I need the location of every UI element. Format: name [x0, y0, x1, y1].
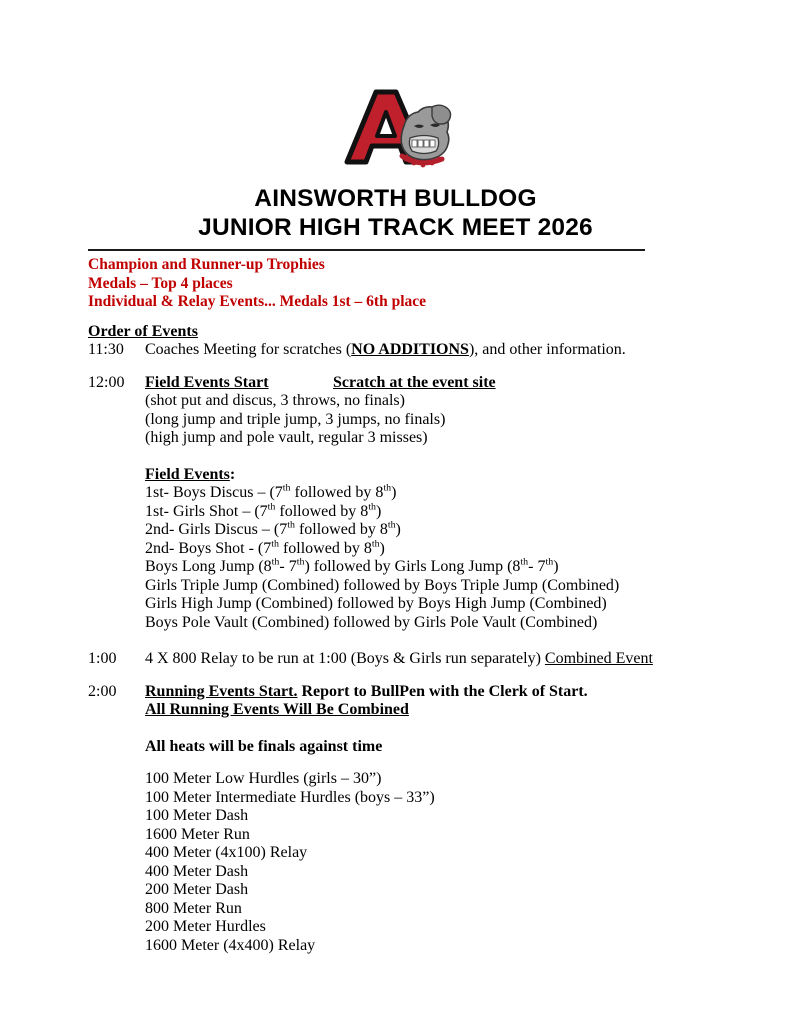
field-events-note: (shot put and discus, 3 throws, no finals): [145, 392, 405, 409]
field-event-item-mid: followed by 8: [294, 521, 388, 538]
ordinal-suffix: th: [267, 501, 276, 513]
field-events-scratch-note: Scratch at the event site: [333, 373, 496, 391]
relay-800-text: 4 X 800 Relay to be run at 1:00 (Boys & Girls run separately): [145, 650, 545, 667]
ordinal-suffix: th: [296, 556, 305, 568]
schedule-row-running-events-start: [88, 683, 748, 720]
heats-note: All heats will be finals against time: [145, 737, 383, 755]
field-events-notes: [88, 392, 748, 448]
long-jump-p4: - 7: [528, 558, 546, 575]
field-event-item-post: ): [379, 539, 385, 557]
field-event-item-pre: 1st- Girls Shot – (7: [145, 502, 268, 520]
field-event-item-post: ): [391, 484, 397, 501]
running-event-item: 400 Meter Dash: [145, 862, 249, 880]
long-jump-p3: ) followed by Girls Long Jump (8: [304, 558, 521, 575]
order-of-events-section: [88, 322, 748, 955]
coaches-meeting-emphasis: NO ADDITIONS: [351, 341, 469, 358]
running-event-item: 100 Meter Low Hurdles (girls – 30”): [145, 770, 382, 787]
field-event-item: [145, 503, 748, 522]
running-event-item: 1600 Meter (4x400) Relay: [145, 936, 316, 954]
order-of-events-heading: Order of Events: [88, 323, 198, 340]
field-event-item-post: ): [395, 521, 401, 538]
field-events-subheading-colon: :: [229, 465, 236, 483]
ordinal-suffix: th: [387, 519, 396, 531]
horizontal-rule: [88, 249, 645, 251]
field-event-item-pole-vault: Boys Pole Vault (Combined) followed by Girls Pole Vault (Combined): [145, 613, 598, 631]
long-jump-p5: ): [553, 558, 559, 575]
running-events-report-note: Report to BullPen with the Clerk of Start.: [297, 682, 588, 700]
ordinal-suffix: th: [371, 538, 380, 550]
field-events-start-time: 12:00: [88, 373, 125, 391]
field-event-item-mid: followed by 8: [278, 539, 372, 557]
field-event-item-pre: 2nd- Boys Shot - (7: [145, 539, 272, 557]
running-events-start-time: 2:00: [88, 682, 117, 700]
field-event-item: [145, 484, 748, 503]
running-events-start-label: Running Events Start.: [145, 682, 298, 700]
field-event-item-pre: 2nd- Girls Discus – (7: [145, 521, 288, 538]
coaches-meeting-text-before: Coaches Meeting for scratches (: [145, 341, 352, 358]
field-event-item-mid: followed by 8: [290, 484, 384, 501]
field-events-list-block: [88, 466, 748, 633]
logo-bulldog-head-shape: [401, 105, 450, 167]
field-events-subheading-label: Field Events: [145, 465, 230, 483]
field-events-note: (high jump and pole vault, regular 3 misses): [145, 429, 428, 446]
running-events-combined-note: All Running Events Will Be Combined: [145, 701, 409, 718]
running-event-item: 200 Meter Hurdles: [145, 918, 266, 935]
awards-medals-line: Medals – Top 4 places: [88, 274, 233, 292]
field-events-subheading: [145, 466, 748, 485]
running-event-item: 100 Meter Intermediate Hurdles (boys – 33”): [145, 788, 435, 806]
schedule-row-field-events-start: [88, 374, 748, 393]
field-events-start-label: Field Events Start: [145, 373, 269, 391]
awards-block: [88, 256, 708, 312]
field-event-item-mid: followed by 8: [275, 502, 369, 520]
ordinal-suffix: th: [520, 556, 529, 568]
ordinal-suffix: th: [282, 482, 291, 494]
running-event-item: 200 Meter Dash: [145, 881, 249, 898]
running-event-item: 100 Meter Dash: [145, 807, 249, 824]
coaches-meeting-text-after: ), and other information.: [468, 341, 626, 358]
schedule-row-coaches-meeting: [88, 341, 748, 360]
field-events-note: (long jump and triple jump, 3 jumps, no finals): [145, 410, 446, 428]
coaches-meeting-time: 11:30: [88, 341, 124, 358]
ordinal-suffix: th: [287, 519, 295, 531]
relay-800-emphasis: Combined Event: [544, 650, 653, 667]
page-title: [0, 184, 791, 242]
awards-trophies-line: Champion and Runner-up Trophies: [88, 256, 325, 273]
field-event-item-long-jump: [145, 558, 748, 577]
field-event-item: [145, 540, 748, 559]
ordinal-suffix: th: [368, 501, 376, 513]
title-line-1: AINSWORTH BULLDOG: [254, 185, 537, 212]
running-event-item: 1600 Meter Run: [145, 825, 250, 843]
field-event-item-high-jump: Girls High Jump (Combined) followed by Boys High Jump (Combined): [145, 595, 607, 612]
running-event-item: 800 Meter Run: [145, 899, 242, 917]
long-jump-p1: Boys Long Jump (8: [145, 558, 272, 575]
field-event-item-pre: 1st- Boys Discus – (7: [145, 484, 283, 501]
relay-800-time: 1:00: [88, 650, 117, 667]
ainsworth-bulldog-logo: [340, 86, 460, 178]
long-jump-p2: - 7: [279, 558, 297, 575]
field-event-item-triple-jump: Girls Triple Jump (Combined) followed by Boys Triple Jump (Combined): [145, 576, 620, 594]
running-events-list: [88, 770, 748, 955]
awards-individual-relay-line: Individual & Relay Events... Medals 1st – 6th place: [88, 293, 427, 310]
running-event-item: 400 Meter (4x100) Relay: [145, 844, 308, 861]
schedule-row-4x800-relay: [88, 650, 748, 669]
ordinal-suffix: th: [545, 556, 554, 568]
ordinal-suffix: th: [271, 556, 280, 568]
title-line-2: JUNIOR HIGH TRACK MEET 2026: [198, 214, 593, 241]
field-event-item-post: ): [375, 502, 382, 520]
field-event-item: [145, 521, 748, 540]
ordinal-suffix: th: [383, 482, 392, 494]
ordinal-suffix: th: [271, 538, 279, 550]
